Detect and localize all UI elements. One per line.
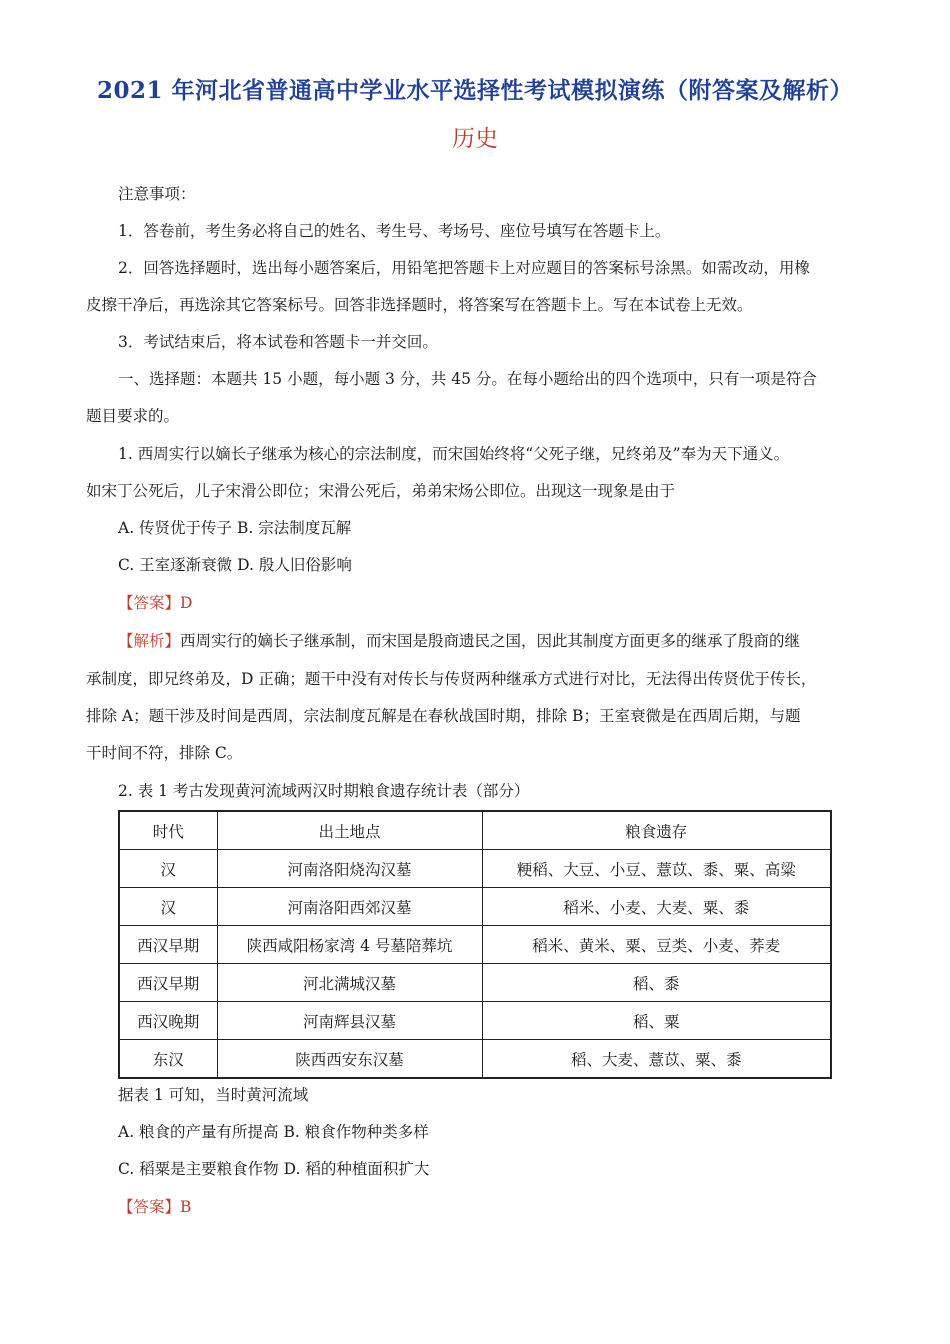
- q1-options-line-2: C. 王室逐渐衰微 D. 殷人旧俗影响: [118, 556, 352, 574]
- table-header-cell: 粮食遗存: [482, 811, 831, 850]
- table-cell: 稻米、小麦、大麦、粟、黍: [482, 888, 831, 926]
- table-cell: 稻、大麦、薏苡、粟、黍: [482, 1040, 831, 1079]
- q1-analysis-line-3: 排除 A；题干涉及时间是西周，宗法制度瓦解是在春秋战国时期，排除 B；王室衰微是在西周后期，与题: [86, 707, 801, 725]
- q1-analysis-label: 【解析】: [118, 632, 181, 650]
- table-cell: 汉: [119, 888, 217, 926]
- notice-heading: 注意事项：: [118, 185, 196, 203]
- grain-remains-table: [118, 810, 832, 1079]
- q1-analysis-line-1: [118, 622, 868, 660]
- q2-answer-value: B: [180, 1198, 192, 1216]
- q2-answer-label: 【答案】: [118, 1198, 181, 1216]
- notice-item-3: 3．考试结束后，将本试卷和答题卡一并交回。: [118, 333, 438, 351]
- notice-item-2-line-2: 皮擦干净后，再选涂其它答案标号。回答非选择题时，将答案写在答题卡上。写在本试卷上无效。: [86, 296, 753, 314]
- table-row: [119, 964, 831, 1002]
- q1-analysis-text-1: 西周实行的嫡长子继承制，而宋国是殷商遗民之国，因此其制度方面更多的继承了殷商的继: [180, 632, 801, 650]
- q1-answer-value: D: [180, 594, 193, 612]
- table-header-row: [119, 811, 831, 850]
- document-subject: 历史: [452, 126, 498, 152]
- table-row: [119, 850, 831, 888]
- q2-options-line-1: A. 粮食的产量有所提高 B. 粮食作物种类多样: [118, 1123, 429, 1141]
- q1-options-line-1: A. 传贤优于传子 B. 宗法制度瓦解: [118, 519, 352, 537]
- section-1-heading-line-2: 题目要求的。: [86, 407, 180, 425]
- notice-item-2-line-1: 2．回答选择题时，选出每小题答案后，用铅笔把答题卡上对应题目的答案标号涂黑。如需改动，用橡: [118, 259, 810, 277]
- table-row: [119, 1002, 831, 1040]
- table-cell: 河北满城汉墓: [217, 964, 482, 1002]
- table-cell: 陕西西安东汉墓: [217, 1040, 482, 1079]
- notice-item-1: 1．答卷前，考生务必将自己的姓名、考生号、考场号、座位号填写在答题卡上。: [118, 222, 671, 240]
- table-cell: 东汉: [119, 1040, 217, 1079]
- q1-analysis-line-2: 承制度，即兄终弟及，D 正确；题干中没有对传长与传贤两种继承方式进行对比，无法得出传贤优于传长，: [86, 670, 817, 688]
- q1-stem-line-2: 如宋丁公死后，儿子宋滑公即位；宋滑公死后，弟弟宋炀公即位。出现这一现象是由于: [86, 482, 676, 500]
- table-cell: 西汉晚期: [119, 1002, 217, 1040]
- table-cell: 河南辉县汉墓: [217, 1002, 482, 1040]
- q1-stem-line-1: 1. 西周实行以嫡长子继承为核心的宗法制度，而宋国始终将“父死子继，兄终弟及”奉为天下通义。: [118, 445, 790, 463]
- table-cell: 陕西咸阳杨家湾 4 号墓陪葬坑: [217, 926, 482, 964]
- q2-answer: [118, 1188, 868, 1226]
- table-cell: 汉: [119, 850, 217, 888]
- q2-after-table: 据表 1 可知，当时黄河流域: [118, 1086, 309, 1104]
- table-cell: 西汉早期: [119, 926, 217, 964]
- table-cell: 粳稻、大豆、小豆、薏苡、黍、粟、高粱: [482, 850, 831, 888]
- table-header-cell: 出土地点: [217, 811, 482, 850]
- table-cell: 稻米、黄米、粟、豆类、小麦、荞麦: [482, 926, 831, 964]
- table-cell: 河南洛阳烧沟汉墓: [217, 850, 482, 888]
- table-cell: 稻、黍: [482, 964, 831, 1002]
- table-cell: 河南洛阳西郊汉墓: [217, 888, 482, 926]
- table-row: [119, 926, 831, 964]
- q2-stem: 2. 表 1 考古发现黄河流域两汉时期粮食遗存统计表（部分）: [118, 782, 530, 800]
- q1-answer-label: 【答案】: [118, 594, 181, 612]
- table-cell: 稻、粟: [482, 1002, 831, 1040]
- table-cell: 西汉早期: [119, 964, 217, 1002]
- q1-analysis-line-4: 干时间不符，排除 C。: [86, 744, 243, 762]
- section-1-heading-line-1: 一、选择题：本题共 15 小题，每小题 3 分，共 45 分。在每小题给出的四个选项中，只有一项是符合: [118, 370, 817, 388]
- document-title: 2021 年河北省普通高中学业水平选择性考试模拟演练（附答案及解析）: [96, 77, 854, 104]
- table-header-cell: 时代: [119, 811, 217, 850]
- q2-options-line-2: C. 稻粟是主要粮食作物 D. 稻的种植面积扩大: [118, 1160, 430, 1178]
- table-row: [119, 888, 831, 926]
- table-row: [119, 1040, 831, 1079]
- q1-answer: [118, 584, 868, 622]
